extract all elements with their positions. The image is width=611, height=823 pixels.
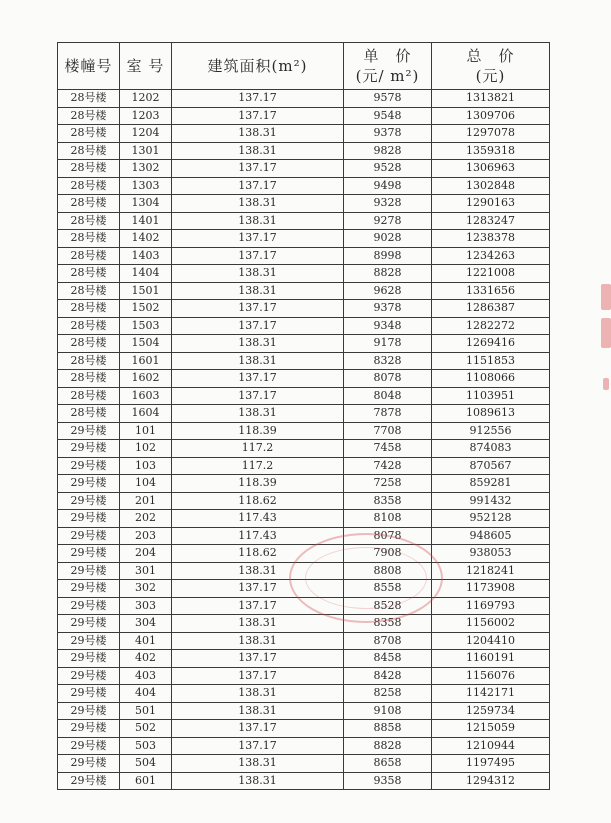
total-price-cell: 1259734 xyxy=(432,702,550,720)
area-cell: 138.31 xyxy=(172,352,344,370)
table-row xyxy=(58,527,550,545)
building-cell: 28号楼 xyxy=(58,195,120,213)
table-row xyxy=(58,370,550,388)
area-cell: 137.17 xyxy=(172,597,344,615)
area-cell: 137.17 xyxy=(172,177,344,195)
total-price-cell: 1210944 xyxy=(432,737,550,755)
unit-price-cell: 8358 xyxy=(344,615,432,633)
building-cell: 29号楼 xyxy=(58,580,120,598)
unit-price-cell: 8328 xyxy=(344,352,432,370)
table-row xyxy=(58,230,550,248)
table-row xyxy=(58,247,550,265)
building-cell: 29号楼 xyxy=(58,422,120,440)
area-cell: 138.31 xyxy=(172,702,344,720)
table-row xyxy=(58,650,550,668)
area-cell: 137.17 xyxy=(172,107,344,125)
room-cell: 203 xyxy=(120,527,172,545)
table-header xyxy=(58,43,550,90)
unit-price-cell: 8558 xyxy=(344,580,432,598)
header-area: 建筑面积(m²) xyxy=(172,43,344,90)
table-row xyxy=(58,755,550,773)
area-cell: 138.31 xyxy=(172,772,344,790)
table-row xyxy=(58,440,550,458)
table-row xyxy=(58,545,550,563)
unit-price-cell: 7458 xyxy=(344,440,432,458)
area-cell: 137.17 xyxy=(172,230,344,248)
total-price-cell: 991432 xyxy=(432,492,550,510)
room-cell: 1604 xyxy=(120,405,172,423)
unit-price-cell: 8108 xyxy=(344,510,432,528)
unit-price-cell: 9628 xyxy=(344,282,432,300)
table-row xyxy=(58,720,550,738)
building-cell: 29号楼 xyxy=(58,685,120,703)
unit-price-cell: 8428 xyxy=(344,667,432,685)
total-price-cell: 1286387 xyxy=(432,300,550,318)
table-row xyxy=(58,737,550,755)
unit-price-cell: 8258 xyxy=(344,685,432,703)
unit-price-cell: 8358 xyxy=(344,492,432,510)
room-cell: 101 xyxy=(120,422,172,440)
building-cell: 29号楼 xyxy=(58,632,120,650)
room-cell: 401 xyxy=(120,632,172,650)
building-cell: 29号楼 xyxy=(58,527,120,545)
area-cell: 138.31 xyxy=(172,405,344,423)
table-row xyxy=(58,457,550,475)
building-cell: 28号楼 xyxy=(58,212,120,230)
total-price-cell: 1218241 xyxy=(432,562,550,580)
building-cell: 28号楼 xyxy=(58,142,120,160)
building-cell: 29号楼 xyxy=(58,702,120,720)
room-cell: 103 xyxy=(120,457,172,475)
total-price-cell: 952128 xyxy=(432,510,550,528)
room-cell: 1301 xyxy=(120,142,172,160)
table-row xyxy=(58,160,550,178)
room-cell: 402 xyxy=(120,650,172,668)
table-row xyxy=(58,142,550,160)
room-cell: 1501 xyxy=(120,282,172,300)
area-cell: 137.17 xyxy=(172,317,344,335)
area-cell: 138.31 xyxy=(172,212,344,230)
table-row xyxy=(58,107,550,125)
building-cell: 28号楼 xyxy=(58,177,120,195)
room-cell: 304 xyxy=(120,615,172,633)
area-cell: 138.31 xyxy=(172,335,344,353)
unit-price-cell: 7428 xyxy=(344,457,432,475)
area-cell: 137.17 xyxy=(172,247,344,265)
total-price-cell: 1215059 xyxy=(432,720,550,738)
price-table xyxy=(57,42,550,790)
room-cell: 104 xyxy=(120,475,172,493)
room-cell: 1502 xyxy=(120,300,172,318)
total-price-cell: 1294312 xyxy=(432,772,550,790)
area-cell: 117.43 xyxy=(172,527,344,545)
building-cell: 28号楼 xyxy=(58,387,120,405)
building-cell: 29号楼 xyxy=(58,650,120,668)
area-cell: 137.17 xyxy=(172,737,344,755)
room-cell: 1203 xyxy=(120,107,172,125)
area-cell: 138.31 xyxy=(172,142,344,160)
total-price-cell: 1302848 xyxy=(432,177,550,195)
unit-price-cell: 9178 xyxy=(344,335,432,353)
room-cell: 1204 xyxy=(120,125,172,143)
building-cell: 28号楼 xyxy=(58,230,120,248)
building-cell: 28号楼 xyxy=(58,247,120,265)
building-cell: 28号楼 xyxy=(58,90,120,108)
building-cell: 28号楼 xyxy=(58,160,120,178)
total-price-cell: 1151853 xyxy=(432,352,550,370)
room-cell: 501 xyxy=(120,702,172,720)
total-price-cell: 1359318 xyxy=(432,142,550,160)
unit-price-cell: 7258 xyxy=(344,475,432,493)
unit-price-cell: 8708 xyxy=(344,632,432,650)
table-row xyxy=(58,475,550,493)
area-cell: 118.62 xyxy=(172,545,344,563)
total-price-cell: 1221008 xyxy=(432,265,550,283)
area-cell: 117.2 xyxy=(172,457,344,475)
area-cell: 138.31 xyxy=(172,282,344,300)
room-cell: 1503 xyxy=(120,317,172,335)
table-row xyxy=(58,667,550,685)
table-row xyxy=(58,580,550,598)
unit-price-cell: 8078 xyxy=(344,370,432,388)
room-cell: 1402 xyxy=(120,230,172,248)
building-cell: 28号楼 xyxy=(58,370,120,388)
header-total-price-title: 总 价 xyxy=(466,47,515,65)
unit-price-cell: 8858 xyxy=(344,720,432,738)
total-price-cell: 1282272 xyxy=(432,317,550,335)
building-cell: 29号楼 xyxy=(58,545,120,563)
building-cell: 28号楼 xyxy=(58,107,120,125)
header-total-price xyxy=(432,43,550,90)
table-row xyxy=(58,422,550,440)
total-price-cell: 912556 xyxy=(432,422,550,440)
room-cell: 302 xyxy=(120,580,172,598)
total-price-cell: 938053 xyxy=(432,545,550,563)
total-price-cell: 1306963 xyxy=(432,160,550,178)
unit-price-cell: 9028 xyxy=(344,230,432,248)
header-unit-price-title: 单 价 xyxy=(363,47,412,65)
unit-price-cell: 9108 xyxy=(344,702,432,720)
unit-price-cell: 8998 xyxy=(344,247,432,265)
table-row xyxy=(58,387,550,405)
header-total-price-unit: (元) xyxy=(475,67,506,85)
room-cell: 502 xyxy=(120,720,172,738)
area-cell: 138.31 xyxy=(172,632,344,650)
area-cell: 138.31 xyxy=(172,685,344,703)
table-row xyxy=(58,405,550,423)
room-cell: 403 xyxy=(120,667,172,685)
area-cell: 118.39 xyxy=(172,422,344,440)
building-cell: 28号楼 xyxy=(58,300,120,318)
table-row xyxy=(58,195,550,213)
total-price-cell: 1173908 xyxy=(432,580,550,598)
header-room: 室 号 xyxy=(120,43,172,90)
table-row xyxy=(58,597,550,615)
unit-price-cell: 7878 xyxy=(344,405,432,423)
building-cell: 29号楼 xyxy=(58,755,120,773)
table-row xyxy=(58,282,550,300)
total-price-cell: 1108066 xyxy=(432,370,550,388)
total-price-cell: 1103951 xyxy=(432,387,550,405)
total-price-cell: 1204410 xyxy=(432,632,550,650)
area-cell: 137.17 xyxy=(172,387,344,405)
area-cell: 137.17 xyxy=(172,300,344,318)
area-cell: 137.17 xyxy=(172,667,344,685)
unit-price-cell: 8828 xyxy=(344,265,432,283)
unit-price-cell: 9828 xyxy=(344,142,432,160)
total-price-cell: 1156002 xyxy=(432,615,550,633)
area-cell: 137.17 xyxy=(172,90,344,108)
room-cell: 504 xyxy=(120,755,172,773)
unit-price-cell: 7908 xyxy=(344,545,432,563)
building-cell: 28号楼 xyxy=(58,265,120,283)
unit-price-cell: 9578 xyxy=(344,90,432,108)
table-row xyxy=(58,300,550,318)
unit-price-cell: 9328 xyxy=(344,195,432,213)
room-cell: 1304 xyxy=(120,195,172,213)
table-row xyxy=(58,265,550,283)
room-cell: 601 xyxy=(120,772,172,790)
room-cell: 1603 xyxy=(120,387,172,405)
header-row xyxy=(58,43,550,90)
table-body xyxy=(58,90,550,790)
header-unit-price-unit: (元/ m²) xyxy=(355,67,420,85)
table-row xyxy=(58,702,550,720)
total-price-cell: 1089613 xyxy=(432,405,550,423)
table-row xyxy=(58,317,550,335)
area-cell: 138.31 xyxy=(172,755,344,773)
unit-price-cell: 9528 xyxy=(344,160,432,178)
building-cell: 28号楼 xyxy=(58,125,120,143)
total-price-cell: 859281 xyxy=(432,475,550,493)
unit-price-cell: 8528 xyxy=(344,597,432,615)
header-unit-price xyxy=(344,43,432,90)
building-cell: 29号楼 xyxy=(58,667,120,685)
unit-price-cell: 8078 xyxy=(344,527,432,545)
table-row xyxy=(58,685,550,703)
room-cell: 1202 xyxy=(120,90,172,108)
building-cell: 28号楼 xyxy=(58,352,120,370)
header-building: 楼幢号 xyxy=(58,43,120,90)
total-price-cell: 1160191 xyxy=(432,650,550,668)
total-price-cell: 1290163 xyxy=(432,195,550,213)
total-price-cell: 1142171 xyxy=(432,685,550,703)
total-price-cell: 1331656 xyxy=(432,282,550,300)
table-row xyxy=(58,492,550,510)
table-row xyxy=(58,562,550,580)
building-cell: 29号楼 xyxy=(58,440,120,458)
building-cell: 29号楼 xyxy=(58,562,120,580)
unit-price-cell: 9278 xyxy=(344,212,432,230)
room-cell: 1303 xyxy=(120,177,172,195)
total-price-cell: 1238378 xyxy=(432,230,550,248)
table-row xyxy=(58,125,550,143)
room-cell: 201 xyxy=(120,492,172,510)
unit-price-cell: 8808 xyxy=(344,562,432,580)
building-cell: 29号楼 xyxy=(58,737,120,755)
table-row xyxy=(58,212,550,230)
total-price-cell: 1234263 xyxy=(432,247,550,265)
room-cell: 1404 xyxy=(120,265,172,283)
room-cell: 102 xyxy=(120,440,172,458)
total-price-cell: 874083 xyxy=(432,440,550,458)
unit-price-cell: 8048 xyxy=(344,387,432,405)
room-cell: 301 xyxy=(120,562,172,580)
total-price-cell: 1283247 xyxy=(432,212,550,230)
total-price-cell: 1156076 xyxy=(432,667,550,685)
room-cell: 1302 xyxy=(120,160,172,178)
table-row xyxy=(58,352,550,370)
room-cell: 202 xyxy=(120,510,172,528)
edge-seal-fragment xyxy=(601,318,611,348)
room-cell: 1602 xyxy=(120,370,172,388)
building-cell: 28号楼 xyxy=(58,282,120,300)
room-cell: 303 xyxy=(120,597,172,615)
area-cell: 137.17 xyxy=(172,370,344,388)
total-price-cell: 1169793 xyxy=(432,597,550,615)
table-row xyxy=(58,510,550,528)
unit-price-cell: 9348 xyxy=(344,317,432,335)
total-price-cell: 1309706 xyxy=(432,107,550,125)
building-cell: 28号楼 xyxy=(58,317,120,335)
area-cell: 137.17 xyxy=(172,720,344,738)
building-cell: 29号楼 xyxy=(58,457,120,475)
edge-seal-fragment xyxy=(603,378,609,390)
area-cell: 138.31 xyxy=(172,562,344,580)
building-cell: 29号楼 xyxy=(58,720,120,738)
room-cell: 1601 xyxy=(120,352,172,370)
unit-price-cell: 8828 xyxy=(344,737,432,755)
area-cell: 137.17 xyxy=(172,160,344,178)
building-cell: 29号楼 xyxy=(58,510,120,528)
area-cell: 117.2 xyxy=(172,440,344,458)
unit-price-cell: 9378 xyxy=(344,300,432,318)
room-cell: 1401 xyxy=(120,212,172,230)
table-row xyxy=(58,615,550,633)
table-row xyxy=(58,177,550,195)
building-cell: 29号楼 xyxy=(58,772,120,790)
unit-price-cell: 9378 xyxy=(344,125,432,143)
area-cell: 138.31 xyxy=(172,265,344,283)
area-cell: 118.39 xyxy=(172,475,344,493)
area-cell: 117.43 xyxy=(172,510,344,528)
room-cell: 1504 xyxy=(120,335,172,353)
table-row xyxy=(58,90,550,108)
building-cell: 29号楼 xyxy=(58,475,120,493)
area-cell: 137.17 xyxy=(172,580,344,598)
total-price-cell: 1313821 xyxy=(432,90,550,108)
room-cell: 404 xyxy=(120,685,172,703)
building-cell: 29号楼 xyxy=(58,492,120,510)
unit-price-cell: 7708 xyxy=(344,422,432,440)
unit-price-cell: 8458 xyxy=(344,650,432,668)
unit-price-cell: 9358 xyxy=(344,772,432,790)
building-cell: 29号楼 xyxy=(58,597,120,615)
area-cell: 138.31 xyxy=(172,195,344,213)
edge-seal-fragment xyxy=(601,284,611,310)
room-cell: 204 xyxy=(120,545,172,563)
total-price-cell: 1297078 xyxy=(432,125,550,143)
area-cell: 138.31 xyxy=(172,125,344,143)
building-cell: 29号楼 xyxy=(58,615,120,633)
total-price-cell: 870567 xyxy=(432,457,550,475)
total-price-cell: 1269416 xyxy=(432,335,550,353)
table-row xyxy=(58,772,550,790)
total-price-cell: 1197495 xyxy=(432,755,550,773)
total-price-cell: 948605 xyxy=(432,527,550,545)
unit-price-cell: 9548 xyxy=(344,107,432,125)
room-cell: 503 xyxy=(120,737,172,755)
table-row xyxy=(58,632,550,650)
area-cell: 118.62 xyxy=(172,492,344,510)
area-cell: 138.31 xyxy=(172,615,344,633)
unit-price-cell: 8658 xyxy=(344,755,432,773)
building-cell: 28号楼 xyxy=(58,335,120,353)
area-cell: 137.17 xyxy=(172,650,344,668)
room-cell: 1403 xyxy=(120,247,172,265)
table-row xyxy=(58,335,550,353)
unit-price-cell: 9498 xyxy=(344,177,432,195)
building-cell: 28号楼 xyxy=(58,405,120,423)
